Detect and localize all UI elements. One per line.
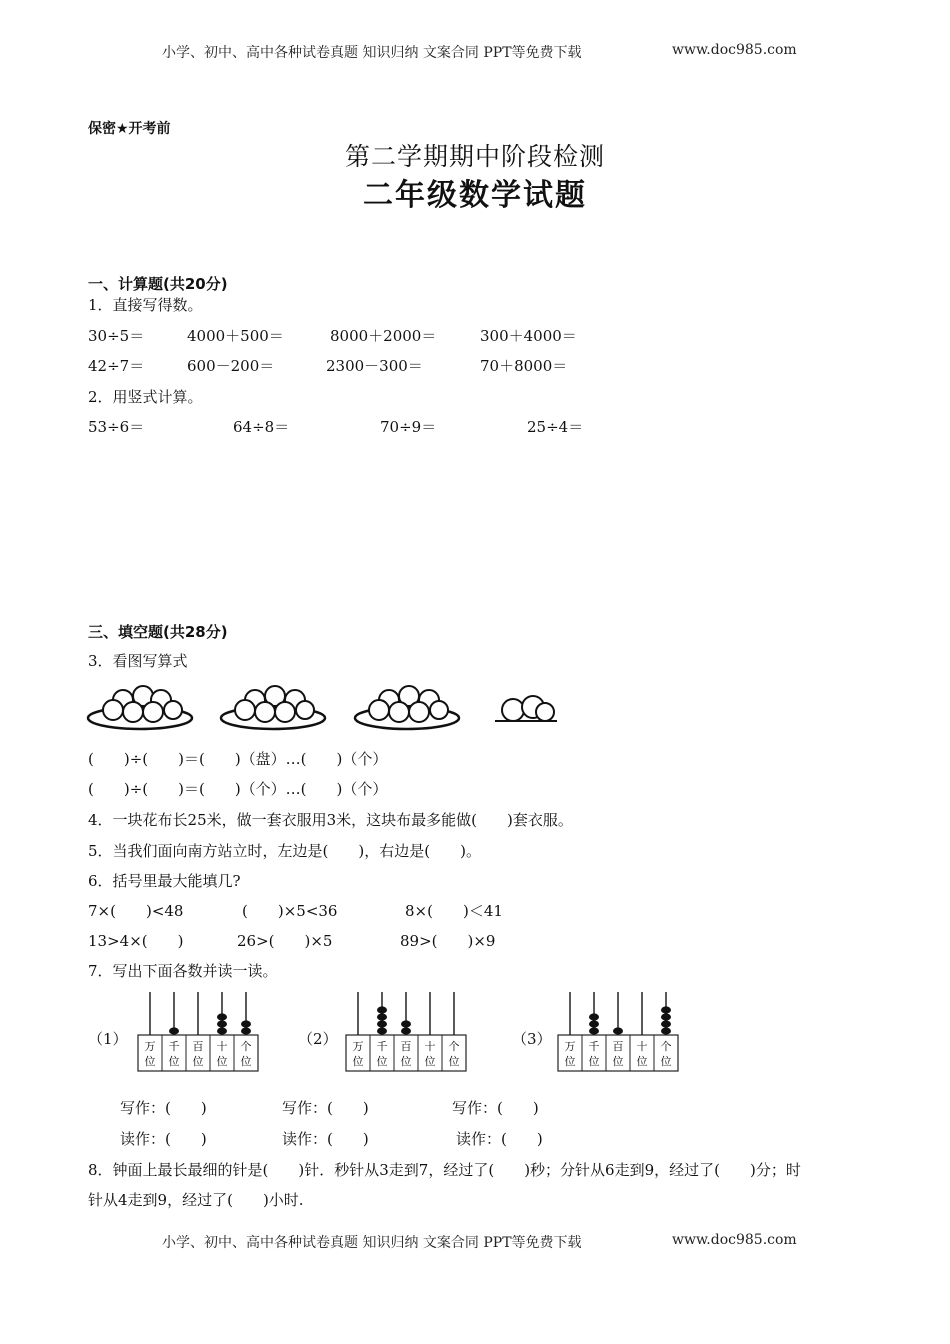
q8-line2: 针从4走到9，经过了( )小时. <box>88 1191 304 1209</box>
q4-text: 4．一块花布长25米，做一套衣服用3米，这块布最多能做( )套衣服。 <box>88 811 573 829</box>
secret-label: 保密★开考前 <box>88 121 171 137</box>
abacus-label: （3） <box>512 1030 552 1048</box>
abacus-2 <box>343 990 473 1076</box>
q3-label: 3．看图写算式 <box>88 652 188 670</box>
q3-line1: ( )÷( )＝( )（盘）…( )（个） <box>88 750 388 768</box>
place-name: 万 <box>352 1040 364 1053</box>
q6-item: 26>( )×5 <box>237 932 333 950</box>
plate-3 <box>355 686 459 729</box>
abacus-3 <box>555 990 685 1076</box>
q6-item: 89>( )×9 <box>400 932 496 950</box>
place-wei: 位 <box>144 1055 156 1068</box>
q1-item: 600－200＝ <box>187 357 275 375</box>
page-subtitle: 二年级数学试题 <box>363 178 587 213</box>
q1-item: 70＋8000＝ <box>480 357 568 375</box>
abacus-bead <box>589 1020 599 1027</box>
place-wei: 位 <box>192 1055 204 1068</box>
place-name: 万 <box>144 1040 156 1053</box>
q2-label: 2．用竖式计算。 <box>88 388 203 406</box>
place-wei: 位 <box>588 1055 600 1068</box>
q2-item: 70÷9＝ <box>380 418 437 436</box>
abacus-bead <box>661 1027 671 1034</box>
q2-item: 64÷8＝ <box>233 418 290 436</box>
abacus-bead <box>661 1006 671 1013</box>
read-blank: 读作：( ) <box>120 1130 207 1148</box>
footer-text: 小学、初中、高中各种试卷真题 知识归纳 文案合同 PPT等免费下载 <box>162 1235 582 1251</box>
place-name: 个 <box>448 1040 460 1053</box>
section3-heading: 三、填空题(共28分) <box>88 623 228 641</box>
write-blank: 写作：( ) <box>120 1099 207 1117</box>
header-text: 小学、初中、高中各种试卷真题 知识归纳 文案合同 PPT等免费下载 <box>162 45 582 61</box>
place-name: 百 <box>612 1040 624 1053</box>
place-wei: 位 <box>168 1055 180 1068</box>
place-wei: 位 <box>216 1055 228 1068</box>
plate-1 <box>88 686 192 729</box>
place-name: 十 <box>216 1040 228 1053</box>
place-wei: 位 <box>240 1055 252 1068</box>
place-wei: 位 <box>376 1055 388 1068</box>
place-name: 个 <box>660 1040 672 1053</box>
q6-item: 8×( )＜41 <box>405 902 503 920</box>
abacus-bead <box>377 1020 387 1027</box>
place-name: 百 <box>400 1040 412 1053</box>
abacus-bead <box>661 1013 671 1020</box>
q2-item: 53÷6＝ <box>88 418 145 436</box>
place-name: 千 <box>588 1040 600 1053</box>
place-wei: 位 <box>564 1055 576 1068</box>
place-wei: 位 <box>352 1055 364 1068</box>
abacus-bead <box>589 1013 599 1020</box>
abacus-bead <box>241 1027 251 1034</box>
q1-item: 8000＋2000＝ <box>330 327 437 345</box>
abacus-bead <box>401 1027 411 1034</box>
read-blank: 读作：( ) <box>282 1130 369 1148</box>
abacus-bead <box>241 1020 251 1027</box>
place-name: 十 <box>636 1040 648 1053</box>
place-name: 千 <box>376 1040 388 1053</box>
plate-2 <box>221 686 325 729</box>
place-name: 十 <box>424 1040 436 1053</box>
place-wei: 位 <box>400 1055 412 1068</box>
abacus-label: （2） <box>298 1030 338 1048</box>
write-blank: 写作：( ) <box>452 1099 539 1117</box>
page-header <box>162 42 582 62</box>
place-wei: 位 <box>660 1055 672 1068</box>
q1-item: 300＋4000＝ <box>480 327 577 345</box>
q1-label: 1．直接写得数。 <box>88 296 203 314</box>
abacus-bead <box>661 1020 671 1027</box>
q8-line1: 8．钟面上最长最细的针是( )针．秒针从3走到7，经过了( )秒；分针从6走到9，经过了( )分；时 <box>88 1161 801 1179</box>
place-name: 个 <box>240 1040 252 1053</box>
abacus-bead <box>217 1020 227 1027</box>
q1-item: 2300－300＝ <box>326 357 423 375</box>
q1-item: 4000＋500＝ <box>187 327 284 345</box>
read-blank: 读作：( ) <box>456 1130 543 1148</box>
abacus-bead <box>589 1027 599 1034</box>
q1-item: 42÷7＝ <box>88 357 145 375</box>
abacus-bead <box>217 1027 227 1034</box>
abacus-bead <box>377 1013 387 1020</box>
abacus-bead <box>377 1027 387 1034</box>
q6-item: 13>4×( ) <box>88 932 184 950</box>
q6-item: ( )×5<36 <box>242 902 338 920</box>
q6-label: 6．括号里最大能填几? <box>88 872 241 890</box>
section1-heading: 一、计算题(共20分) <box>88 275 228 293</box>
loose-buns <box>495 696 557 721</box>
q5-text: 5．当我们面向南方站立时，左边是( )，右边是( )。 <box>88 842 481 860</box>
place-wei: 位 <box>424 1055 436 1068</box>
place-wei: 位 <box>448 1055 460 1068</box>
abacus-label: （1） <box>88 1030 128 1048</box>
abacus-bead <box>217 1013 227 1020</box>
footer-site: www.doc985.com <box>672 1232 797 1248</box>
place-name: 万 <box>564 1040 576 1053</box>
abacus-bead <box>613 1027 623 1034</box>
place-wei: 位 <box>636 1055 648 1068</box>
abacus-bead <box>401 1020 411 1027</box>
place-name: 千 <box>168 1040 180 1053</box>
q3-line2: ( )÷( )＝( )（个）…( )（个） <box>88 780 388 798</box>
q6-item: 7×( )<48 <box>88 902 184 920</box>
write-blank: 写作：( ) <box>282 1099 369 1117</box>
q7-label: 7．写出下面各数并读一读。 <box>88 962 278 980</box>
place-wei: 位 <box>612 1055 624 1068</box>
q1-item: 30÷5＝ <box>88 327 145 345</box>
page-title: 第二学期期中阶段检测 <box>344 142 605 171</box>
q2-item: 25÷4＝ <box>527 418 584 436</box>
abacus-bead <box>169 1027 179 1034</box>
abacus-bead <box>377 1006 387 1013</box>
place-name: 百 <box>192 1040 204 1053</box>
header-site: www.doc985.com <box>672 42 797 58</box>
abacus-1 <box>135 990 265 1076</box>
plates-illustration <box>85 676 565 736</box>
